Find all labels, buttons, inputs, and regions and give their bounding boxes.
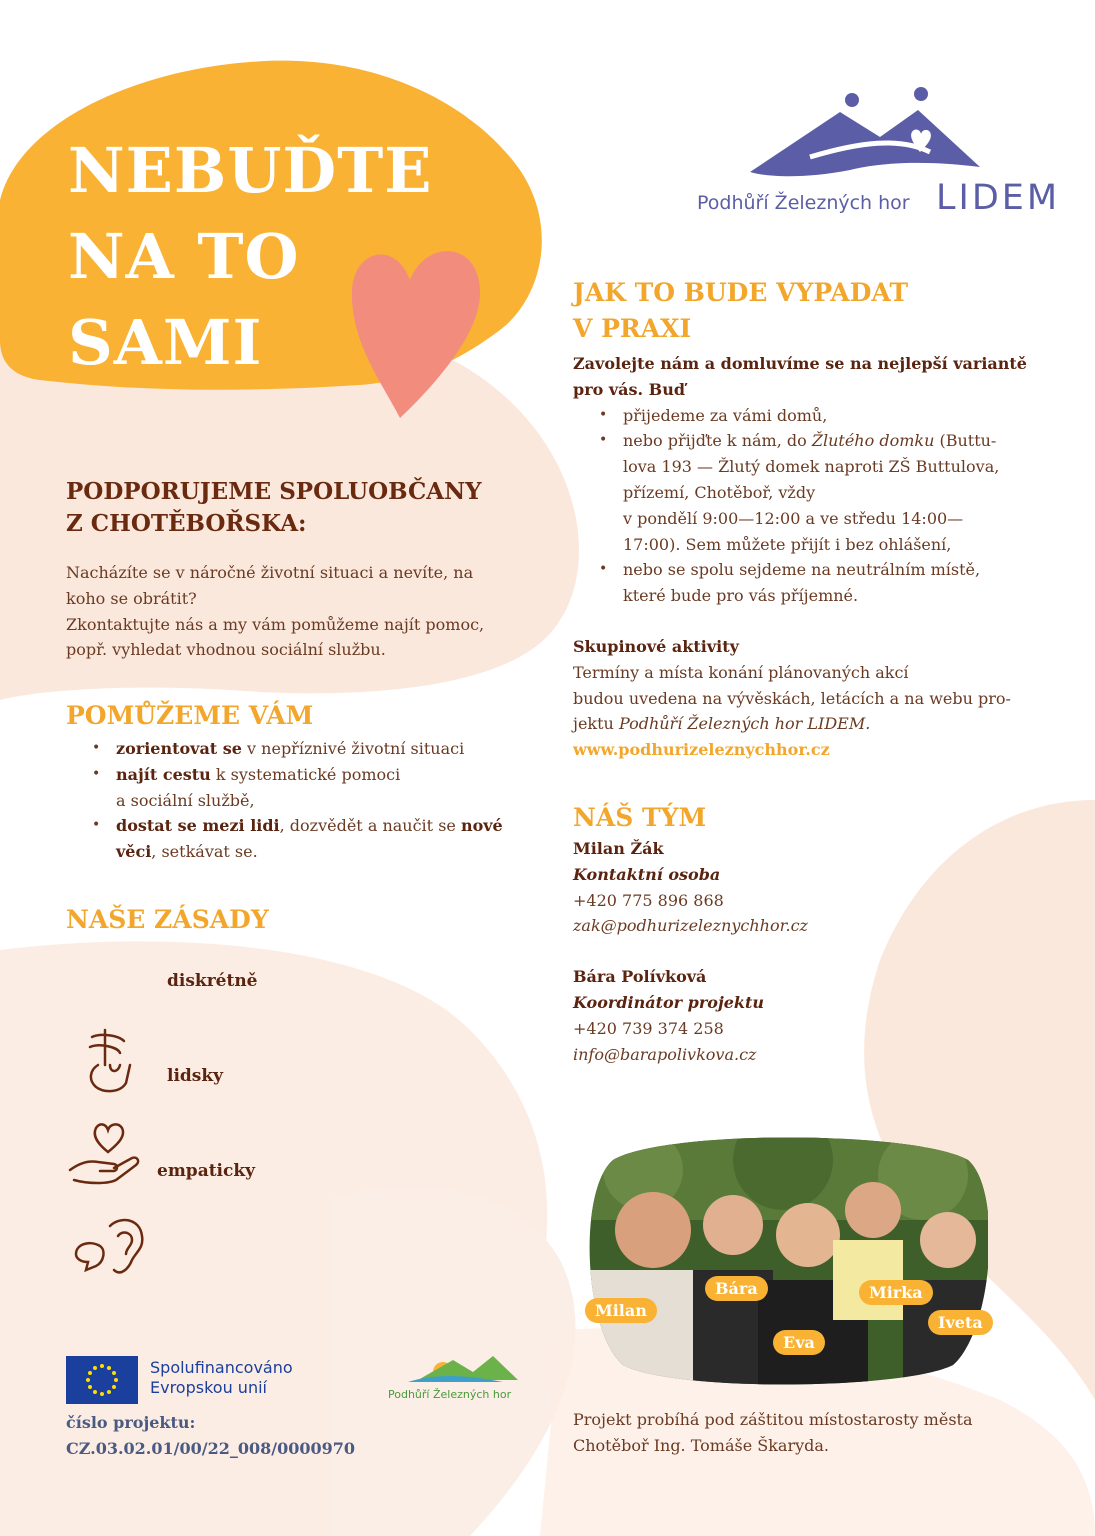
photo-tag: Bára [705, 1276, 768, 1301]
list-item: • přijedeme za vámi domů, [573, 403, 1053, 429]
list-item: • nebo přijďte k nám, do Žlutého domku (Buttu- lova 193 — Žlutý domek naproti ZŠ Buttulova, přízemí, Chotěboř, vždy v pondělí 9:00—12:00 a ve středu 14:00— 17:00). Sem můžete přijít i bez ohlášení, [573, 428, 1053, 557]
team-member [573, 964, 1053, 1067]
patronage-line: Projekt probíhá pod záštitou místostarosty města [573, 1410, 973, 1429]
support-heading-line2: Z CHOTĚBOŘSKA: [66, 510, 307, 537]
practice-heading-line2: V PRAXI [573, 314, 692, 343]
team-photo [583, 1130, 988, 1385]
practice-intro [573, 351, 1053, 403]
member-role: Koordinátor projektu [573, 992, 765, 1012]
principle-discreet: diskrétně [167, 971, 258, 991]
hero-line: SAMI [68, 306, 263, 379]
group-line: Termíny a místa konání plánovaných akcí [573, 662, 909, 682]
finger-on-lips-icon [80, 1025, 140, 1100]
hero-line: NA TO [68, 220, 300, 293]
hero-title [68, 128, 433, 386]
list-item: • zorientovat se v nepříznivé životní situaci [66, 736, 546, 762]
website-link[interactable]: www.podhurizeleznychhor.cz [573, 740, 830, 760]
support-line: popř. vyhledat vhodnou sociální službu. [66, 640, 386, 660]
member-phone[interactable]: +420 739 374 258 [573, 1018, 724, 1038]
list-item: • nebo se spolu sejdeme na neutrálním místě, které bude pro vás příjemné. [573, 557, 1053, 609]
photo-tag: Mirka [859, 1280, 933, 1305]
member-name: Bára Polívková [573, 967, 707, 987]
list-item: • najít cestu k systematické pomoci a sociální službě, [66, 762, 546, 814]
support-section [66, 476, 546, 663]
team-heading: NÁŠ TÝM [573, 803, 707, 832]
practice-intro-line: Zavolejte nám a domluvíme se na nejlepší variantě [573, 354, 1027, 373]
green-hills-icon [403, 1350, 523, 1384]
logo-text: Podhůří Železných hor [697, 192, 910, 214]
logo-lidem: LIDEM [936, 178, 1061, 218]
principles-heading: NAŠE ZÁSADY [66, 905, 269, 934]
group-line: budou uvedena na vývěskách, letácích a na webu pro- [573, 688, 1011, 708]
support-line: Nacházíte se v náročné životní situaci a nevíte, na [66, 563, 474, 582]
eu-cofunded-logo [66, 1356, 293, 1404]
eu-text [150, 1358, 293, 1398]
project-label: číslo projektu: [66, 1413, 196, 1432]
photo-tag: Eva [773, 1330, 825, 1355]
help-list [66, 736, 546, 865]
member-email[interactable]: info@barapolivkova.cz [573, 1044, 757, 1064]
principle-empathic: empaticky [157, 1161, 256, 1181]
team-member [573, 836, 1053, 939]
lidem-logo [690, 82, 1061, 222]
team-section [573, 800, 1053, 1067]
support-line: koho se obrátit? [66, 588, 197, 608]
heart-in-hand-icon [68, 1118, 143, 1186]
practice-list [573, 403, 1053, 609]
patronage-note [573, 1407, 973, 1459]
eu-text-line: Spolufinancováno [150, 1358, 293, 1377]
list-item: • dostat se mezi lidi, dozvědět a naučit se nové věci, setkávat se. [66, 813, 546, 865]
photo-tag: Iveta [928, 1310, 993, 1335]
support-heading-line1: PODPORUJEME SPOLUOBČANY [66, 478, 482, 505]
practice-heading [573, 275, 1053, 347]
partner-logo [388, 1350, 528, 1401]
mountain-logo-icon [690, 82, 1040, 192]
group-line: jektu Podhůří Železných hor LIDEM. [573, 714, 871, 734]
group-heading: Skupinové aktivity [573, 637, 739, 656]
project-number: CZ.03.02.01/00/22_008/0000970 [66, 1439, 356, 1458]
member-phone[interactable]: +420 775 896 868 [573, 890, 724, 910]
ear-listening-icon [70, 1214, 148, 1282]
eu-flag-icon [66, 1356, 138, 1404]
practice-intro-line: pro vás. Buď [573, 379, 686, 399]
partner-logo-text: Podhůří Železných hor [388, 1388, 512, 1401]
support-line: Zkontaktujte nás a my vám pomůžeme najít pomoc, [66, 614, 485, 634]
project-number-block [66, 1410, 355, 1462]
eu-text-line: Evropskou unií [150, 1378, 267, 1397]
support-text [66, 560, 546, 663]
photo-tag: Milan [585, 1298, 657, 1323]
patronage-line: Chotěboř Ing. Tomáše Škaryda. [573, 1435, 830, 1455]
practice-section [573, 275, 1053, 609]
hero-line: NEBUĎTE [68, 134, 433, 207]
help-section [66, 698, 546, 865]
group-section [573, 634, 1053, 763]
principle-human: lidsky [167, 1066, 224, 1086]
practice-heading-line1: JAK TO BUDE VYPADAT [573, 278, 909, 307]
member-role: Kontaktní osoba [573, 864, 721, 884]
help-heading: POMŮŽEME VÁM [66, 701, 314, 730]
member-email[interactable]: zak@podhurizeleznychhor.cz [573, 916, 808, 936]
member-name: Milan Žák [573, 839, 664, 858]
support-heading [66, 476, 546, 540]
